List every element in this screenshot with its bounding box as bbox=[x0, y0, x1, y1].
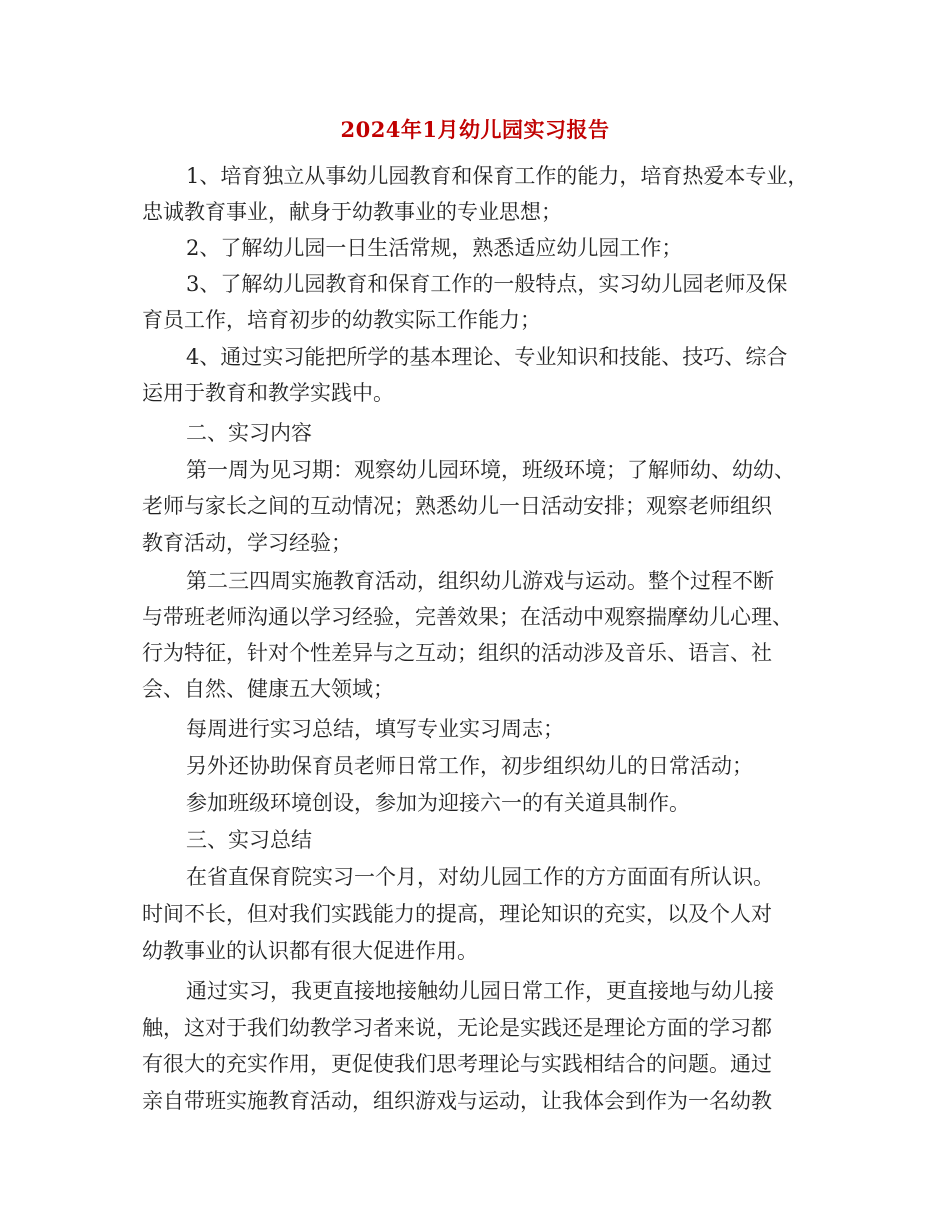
paragraph-line: 第一周为见习期：观察幼儿园环境，班级环境；了解师幼、幼幼、 bbox=[186, 458, 795, 482]
paragraph-line: 触，这对于我们幼教学习者来说，无论是实践还是理论方面的学习都 bbox=[142, 1016, 772, 1040]
paragraph-line: 育员工作，培育初步的幼教实际工作能力； bbox=[142, 308, 541, 332]
paragraph-line: 时间不长，但对我们实践能力的提高，理论知识的充实，以及个人对 bbox=[142, 902, 772, 926]
paragraph-line: 4、通过实习能把所学的基本理论、专业知识和技能、技巧、综合 bbox=[186, 345, 788, 369]
paragraph-line: 教育活动，学习经验； bbox=[142, 531, 352, 555]
section-heading: 二、实习内容 bbox=[186, 421, 312, 445]
paragraph-line: 在省直保育院实习一个月，对幼儿园工作的方方面面有所认识。 bbox=[186, 865, 774, 889]
paragraph-line: 运用于教育和教学实践中。 bbox=[142, 381, 394, 405]
paragraph-line: 有很大的充实作用，更促使我们思考理论与实践相结合的问题。通过 bbox=[142, 1052, 772, 1076]
paragraph-line: 会、自然、健康五大领域； bbox=[142, 677, 394, 701]
paragraph-line: 3、了解幼儿园教育和保育工作的一般特点，实习幼儿园老师及保 bbox=[186, 272, 788, 296]
paragraph-line: 行为特征，针对个性差异与之互动；组织的活动涉及音乐、语言、社 bbox=[142, 641, 772, 665]
paragraph-line: 老师与家长之间的互动情况；熟悉幼儿一日活动安排；观察老师组织 bbox=[142, 494, 772, 518]
paragraph-line: 1、培育独立从事幼儿园教育和保育工作的能力，培育热爱本专业， bbox=[186, 164, 809, 188]
section-heading: 三、实习总结 bbox=[186, 828, 312, 852]
document-title: 2024年1月幼儿园实习报告 bbox=[340, 117, 610, 142]
paragraph-line: 亲自带班实施教育活动，组织游戏与运动，让我体会到作为一名幼教 bbox=[142, 1089, 772, 1113]
paragraph-line: 另外还协助保育员老师日常工作，初步组织幼儿的日常活动； bbox=[186, 754, 753, 778]
paragraph-line: 通过实习，我更直接地接触幼儿园日常工作，更直接地与幼儿接 bbox=[186, 979, 774, 1003]
paragraph-line: 2、了解幼儿园一日生活常规，熟悉适应幼儿园工作； bbox=[186, 236, 683, 260]
paragraph-line: 幼教事业的认识都有很大促进作用。 bbox=[142, 939, 478, 963]
paragraph-line: 与带班老师沟通以学习经验，完善效果；在活动中观察揣摩幼儿心理、 bbox=[142, 605, 793, 629]
paragraph-line: 每周进行实习总结，填写专业实习周志； bbox=[186, 717, 564, 741]
paragraph-line: 参加班级环境创设，参加为迎接六一的有关道具制作。 bbox=[186, 791, 690, 815]
paragraph-line: 忠诚教育事业，献身于幼教事业的专业思想； bbox=[142, 200, 562, 224]
paragraph-line: 第二三四周实施教育活动，组织幼儿游戏与运动。整个过程不断 bbox=[186, 569, 774, 593]
